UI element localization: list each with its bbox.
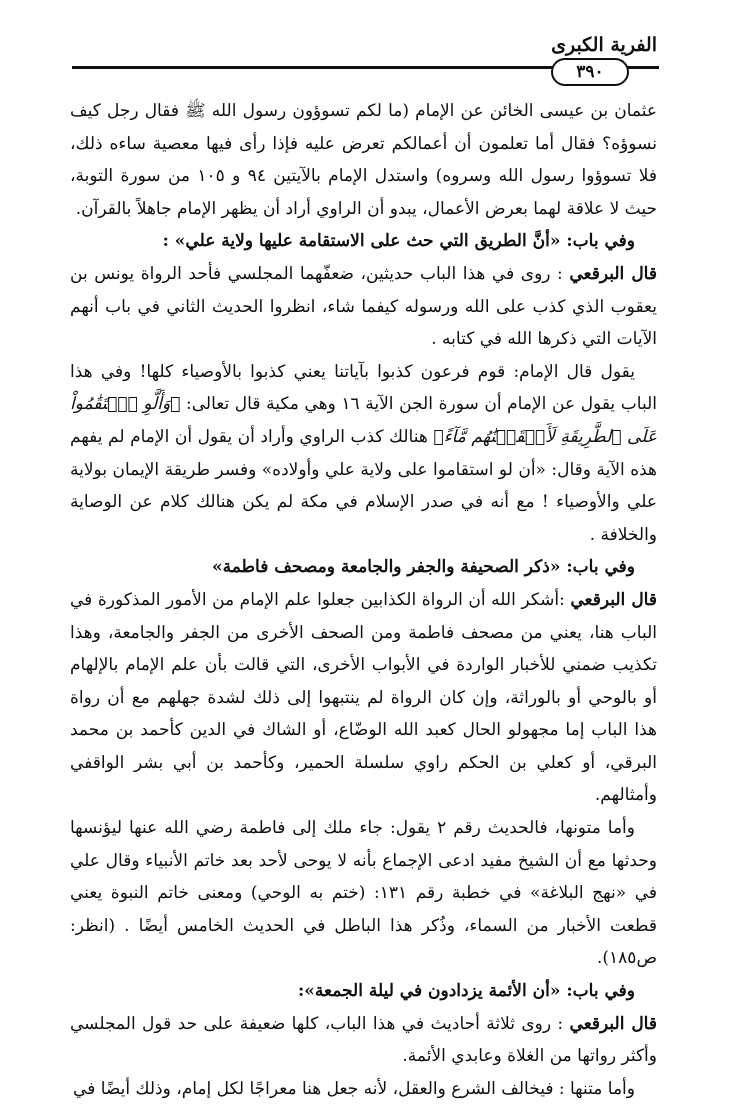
running-title: الفرية الكبرى (551, 34, 657, 56)
paragraph-lead: قال البرقعي (569, 1013, 657, 1034)
section-heading-3: وفي باب: «أن الأئمة يزدادون في ليلة الجمعة»: (298, 981, 635, 1002)
paragraph-1: عثمان بن عيسى الخائن عن الإمام (ما لكم تسوؤون رسول الله ﷺ فقال رجل كيف نسوؤه؟ فقال أما تعلمون أن أعمالكم تعرض عليه فإذا رأى فيها معصية ساءه ذلك، فلا تسوؤوا رسول الله وسروه) واستدل الإمام بالآيتين ٩٤ و ١٠٥ من سورة التوبة، حيث لا علاقة لهما بعرض الأعمال، يبدو أن الراوي أراد أن يظهر الإمام جاهلاً بالقرآن. (70, 101, 657, 219)
section-heading-2: وفي باب: «ذكر الصحيفة والجفر والجامعة ومصحف فاطمة» (211, 557, 635, 578)
quran-verse: ﴿وَأَلَّوِ ٱسۡتَقَٰمُواْ عَلَى ٱلطَّرِيقَةِ لَأَسۡقَيۡنَٰهُم مَّآءً﴾ (70, 394, 657, 447)
page-header (0, 28, 739, 82)
paragraph-5: وأما متونها، فالحديث رقم ٢ يقول: جاء ملك إلى فاطمة رضي الله عنها ليؤنسها وحدثها مع أن الشيخ مفيد ادعى الإجماع بأنه لا يوحى لأحد بعد خاتم الأنبياء وقال علي في «نهج البلاغة» في خطبة رقم ١٣١: (ختم به الوحي) ومعنى خاتم النبوة يعني قطعت الأخبار من السماء، وذُكر هذا الباطل في الحديث الخامس أيضًا . (انظر: ص١٨٥). (70, 818, 657, 969)
paragraph-text: يقول قال الإمام: قوم فرعون كذبوا بآياتنا يعني كذبوا بالأوصياء كلها! وفي هذا الباب يقول عن الإمام أن سورة الجن الآية ١٦ وهي مكية قال تعالى: (70, 361, 657, 415)
page-number: ٣٩٠ (551, 58, 629, 86)
page-body (70, 95, 657, 1105)
paragraph-6 (70, 1008, 657, 1073)
paragraph-4 (70, 584, 657, 812)
paragraph-3 (70, 356, 657, 552)
paragraph-lead: قال البرقعي (569, 263, 657, 284)
paragraph-text: : روى ثلاثة أحاديث في هذا الباب، كلها ضعيفة على حد قول المجلسي وأكثر رواتها من الغلاة وعابدي الأئمة. (70, 1013, 657, 1067)
section-heading-1: وفي باب: «أنَّ الطريق التي حث على الاستقامة عليها ولاية علي» : (162, 231, 635, 252)
paragraph-text: : روى في هذا الباب حديثين، ضعفّهما المجلسي فأحد الرواة يونس بن يعقوب الذي كذب على الله ورسوله كيفما شاء، انظروا الحديث الثاني في باب أنهم الآيات التي ذكرها الله في كتابه . (70, 263, 657, 350)
paragraph-2 (70, 258, 657, 356)
paragraph-text: :أشكر الله أن الرواة الكذابين جعلوا علم الإمام من الأمور المذكورة في الباب هنا، يعني من مصحف فاطمة ومن الصحف الأخرى من الجفر والجامعة، وهذا تكذيب ضمني للأخبار الواردة في الأبواب الأخرى، التي قالت بأن علم الإمام بالإلهام أو بالوحي أو بالوراثة، وإن كان الرواة لم ينتبهوا إلى ذلك لشدة جهلهم مع أن رواة هذا الباب إما مجهولو الحال كعبد الله الوضّاع، أو الشاك في الدين كأحمد بن محمد البرقي، أو كعلي بن الحكم راوي سلسلة الحمير، وكأحمد بن أبي بشر الواقفي وأمثالهم. (70, 589, 657, 806)
paragraph-7: وأما متنها : فيخالف الشرع والعقل، لأنه جعل هنا معراجًا لكل إمام، وذلك أيضًا في (73, 1078, 635, 1099)
paragraph-text: هنالك كذب الراوي وأراد أن يقول أن الإمام لم يفهم هذه الآية وقال: «أن لو استقاموا على ولاية علي وأولاده» وفسر طريقة الإيمان بولاية علي والأوصياء ! مع أنه في صدر الإسلام في مكة لم يكن هنالك كلام عن الوصاية والخلافة . (70, 426, 657, 545)
paragraph-lead: قال البرقعي (570, 589, 657, 610)
